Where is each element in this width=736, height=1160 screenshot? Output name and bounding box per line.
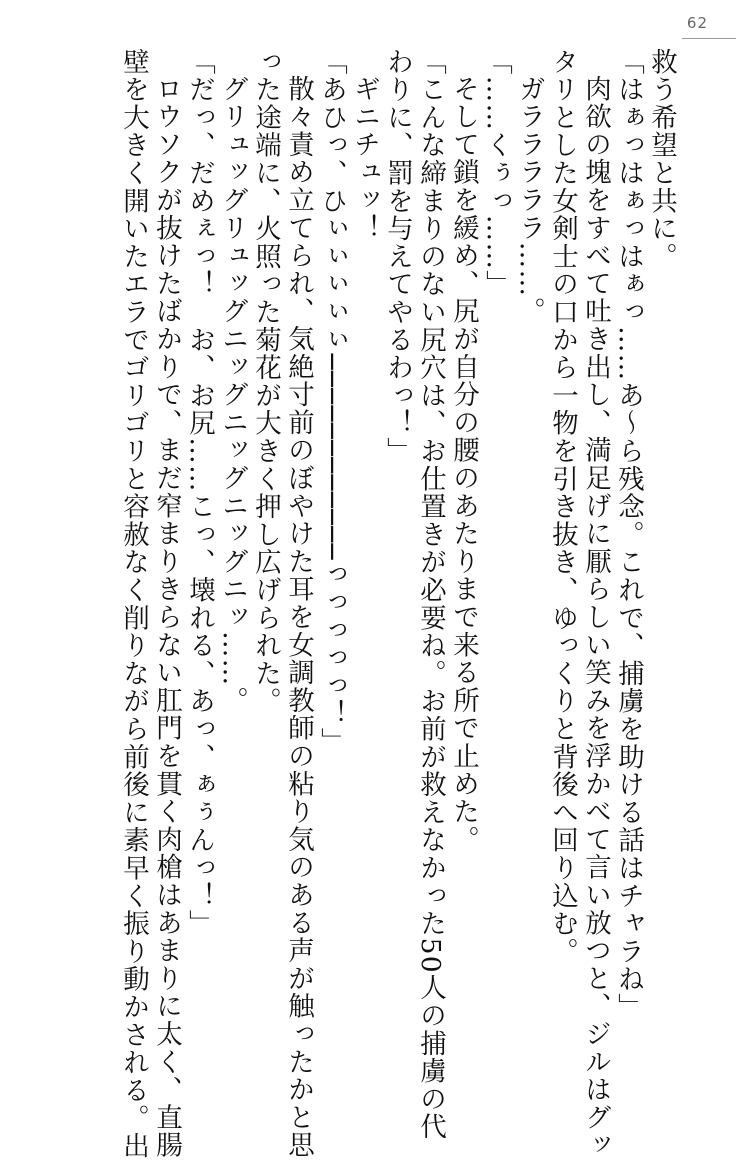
text-line-16: ロウソクが抜けたばかりで、まだ窄まりきらない肛門を貫く肉槍はあまりに太く、直腸 [151, 75, 182, 1160]
text-line-5: ガラララララ……。 [514, 75, 545, 326]
text-line-2: 「はぁっはぁっはぁっ……あ～ら残念。これで、捕虜を助ける話はチャラね」 [613, 48, 644, 1021]
text-line-7: そして鎖を緩め、尻が自分の腰のあたりまで来る所で止めた。 [448, 75, 479, 854]
text-line-9: わりに、罰を与えてやるわっ！」 [382, 48, 413, 465]
text-line-10: ギニチュッ！ [349, 75, 380, 242]
text-line-15: 「だっ、だめぇっ！ お、お尻……こっ、壊れる、あっ、ぁぅんっ！」 [184, 48, 215, 938]
page-number: 62 [686, 14, 708, 32]
text-line-13: った途端に、火照った菊花が大きく押し広げられた。 [250, 48, 281, 716]
vertical-text-body [38, 48, 678, 1160]
text-line-3: 肉欲の塊をすべて吐き出し、満足げに厭らしい笑みを浮かべて言い放つと、ジルはグッ [580, 75, 611, 1160]
text-line-11: 「あひっ、ひぃぃぃぃぃ────────────っっっっっ！」 [316, 48, 347, 756]
text-line-14: グリュッグリュッグニッグニッグニッグニッ……。 [217, 75, 248, 715]
text-line-12: 散々責め立てられ、気絶寸前のぼやけた耳を女調教師の粘り気のある声が触ったかと思 [283, 75, 314, 1160]
text-line-6: 「……くぅっ……」 [481, 48, 512, 299]
text-line-17: 壁を大きく開いたエラでゴリゴリと容赦なく削りながら前後に素早く振り動かされる。出 [118, 48, 149, 1160]
text-line-1: 救う希望と共に。 [646, 48, 677, 271]
text-line-8: 「こんな締まりのない尻穴は、お仕置きが必要ね。お前が救えなかった50人の捕虜の代 [415, 48, 446, 1141]
text-line-4: タリとした女剣士の口から一物を引き抜き、ゆっくりと背後へ回り込む。 [547, 48, 578, 966]
header-rule [682, 38, 736, 39]
